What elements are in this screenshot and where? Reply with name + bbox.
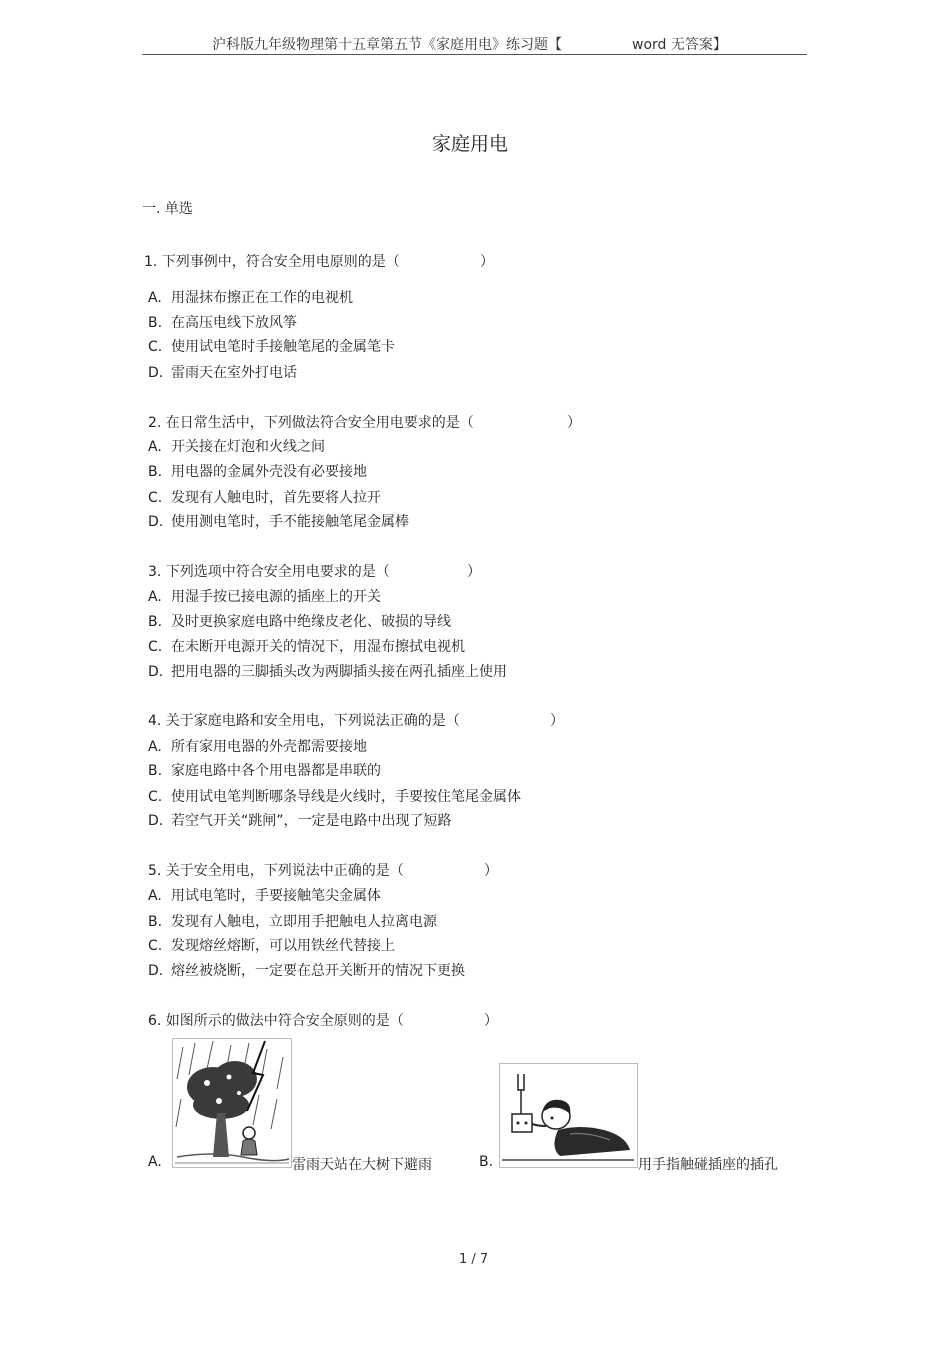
option-text: 及时更换家庭电路中绝缘皮老化、破损的导线 — [171, 614, 451, 630]
option-text: 发现熔丝熔断，可以用铁丝代替接上 — [171, 938, 395, 954]
option-letter: A. — [148, 739, 162, 755]
option-text: 所有家用电器的外壳都需要接地 — [171, 739, 367, 755]
option-b — [148, 611, 451, 631]
option-b-letter: B. — [479, 1154, 494, 1170]
tree-lightning-icon — [173, 1039, 291, 1167]
option-b — [148, 911, 437, 931]
question-close-paren: ） — [550, 713, 564, 729]
option-text: 把用电器的三脚插头改为两脚插头接在两孔插座上使用 — [171, 664, 507, 680]
question-close-paren: ） — [467, 564, 481, 580]
question-close-paren: ） — [480, 254, 494, 270]
header-rule — [142, 54, 807, 55]
page-title: 家庭用电 — [432, 133, 509, 155]
option-letter: B. — [148, 315, 163, 331]
option-a-text: 雷雨天站在大树下避雨 — [292, 1157, 432, 1173]
section-heading: 一. 单选 — [142, 201, 193, 217]
socket-icon — [500, 1064, 637, 1167]
option-text: 若空气开关“跳闸”，一定是电路中出现了短路 — [171, 813, 452, 829]
option-letter: C. — [148, 789, 163, 805]
option-text: 雷雨天在室外打电话 — [171, 365, 297, 381]
option-letter: D. — [148, 514, 164, 530]
option-letter: D. — [148, 664, 164, 680]
option-text: 熔丝被烧断，一定要在总开关断开的情况下更换 — [171, 963, 465, 979]
option-text: 在未断开电源开关的情况下，用湿布擦拭电视机 — [171, 639, 465, 655]
option-text: 发现有人触电，立即用手把触电人拉离电源 — [171, 914, 437, 930]
option-letter: C. — [148, 639, 163, 655]
option-text: 用湿手按已接电源的插座上的开关 — [171, 589, 381, 605]
option-a — [148, 586, 381, 606]
option-d — [148, 511, 409, 531]
option-text: 使用试电笔时手接触笔尾的金属笔卡 — [171, 339, 395, 355]
option-text: 用湿抹布擦正在工作的电视机 — [171, 290, 353, 306]
option-b-text: 用手指触碰插座的插孔 — [638, 1157, 778, 1173]
option-letter: B. — [148, 763, 163, 779]
option-letter: D. — [148, 365, 164, 381]
option-letter: D. — [148, 963, 164, 979]
option-a — [148, 287, 353, 307]
option-letter: A. — [148, 589, 162, 605]
option-c — [148, 935, 395, 955]
option-d — [148, 362, 297, 382]
option-letter: A. — [148, 888, 162, 904]
option-text: 发现有人触电时，首先要将人拉开 — [171, 490, 381, 506]
option-a — [148, 436, 325, 456]
option-text: 在高压电线下放风筝 — [171, 315, 297, 331]
option-c — [148, 336, 395, 356]
header-title-suffix: word 无答案】 — [632, 37, 727, 53]
option-text: 家庭电路中各个用电器都是串联的 — [171, 763, 381, 779]
option-d — [148, 661, 507, 681]
option-letter: C. — [148, 938, 163, 954]
question-stem: 4. 关于家庭电路和安全用电，下列说法正确的是（ — [148, 713, 460, 729]
question-stem: 6. 如图所示的做法中符合安全原则的是（ — [148, 1013, 404, 1029]
question-close-paren: ） — [567, 415, 581, 431]
question-close-paren: ） — [484, 1013, 498, 1029]
option-letter: C. — [148, 490, 163, 506]
question-stem: 3. 下列选项中符合安全用电要求的是（ — [148, 564, 390, 580]
question-stem: 5. 关于安全用电，下列说法中正确的是（ — [148, 863, 404, 879]
question-stem: 2. 在日常生活中，下列做法符合安全用电要求的是（ — [148, 415, 474, 431]
question-close-paren: ） — [484, 863, 498, 879]
option-b — [148, 461, 367, 481]
option-text: 使用测电笔时，手不能接触笔尾金属棒 — [171, 514, 409, 530]
option-letter: B. — [148, 914, 163, 930]
header-title: 沪科版九年级物理第十五章第五节《家庭用电》练习题【 — [212, 37, 562, 53]
option-letter: B. — [148, 464, 163, 480]
option-letter: A. — [148, 290, 162, 306]
option-a — [148, 885, 381, 905]
option-text: 用试电笔时，手要接触笔尖金属体 — [171, 888, 381, 904]
option-letter: A. — [148, 439, 162, 455]
option-c — [148, 636, 465, 656]
option-b — [148, 760, 381, 780]
option-b — [148, 312, 297, 332]
option-letter: B. — [148, 614, 163, 630]
option-letter: D. — [148, 813, 164, 829]
option-d — [148, 810, 452, 830]
option-letter: C. — [148, 339, 163, 355]
option-text: 用电器的金属外壳没有必要接地 — [171, 464, 367, 480]
option-text: 使用试电笔判断哪条导线是火线时，手要按住笔尾金属体 — [171, 789, 521, 805]
page-number: 1 / 7 — [459, 1252, 489, 1267]
option-text: 开关接在灯泡和火线之间 — [171, 439, 325, 455]
option-a — [148, 736, 367, 756]
question-stem: 1. 下列事例中，符合安全用电原则的是（ — [144, 254, 400, 270]
option-d — [148, 960, 465, 980]
child-socket-illustration — [499, 1063, 638, 1168]
option-a-letter: A. — [148, 1154, 162, 1170]
option-c — [148, 487, 381, 507]
tree-thunderstorm-illustration — [172, 1038, 292, 1168]
option-c — [148, 786, 521, 806]
